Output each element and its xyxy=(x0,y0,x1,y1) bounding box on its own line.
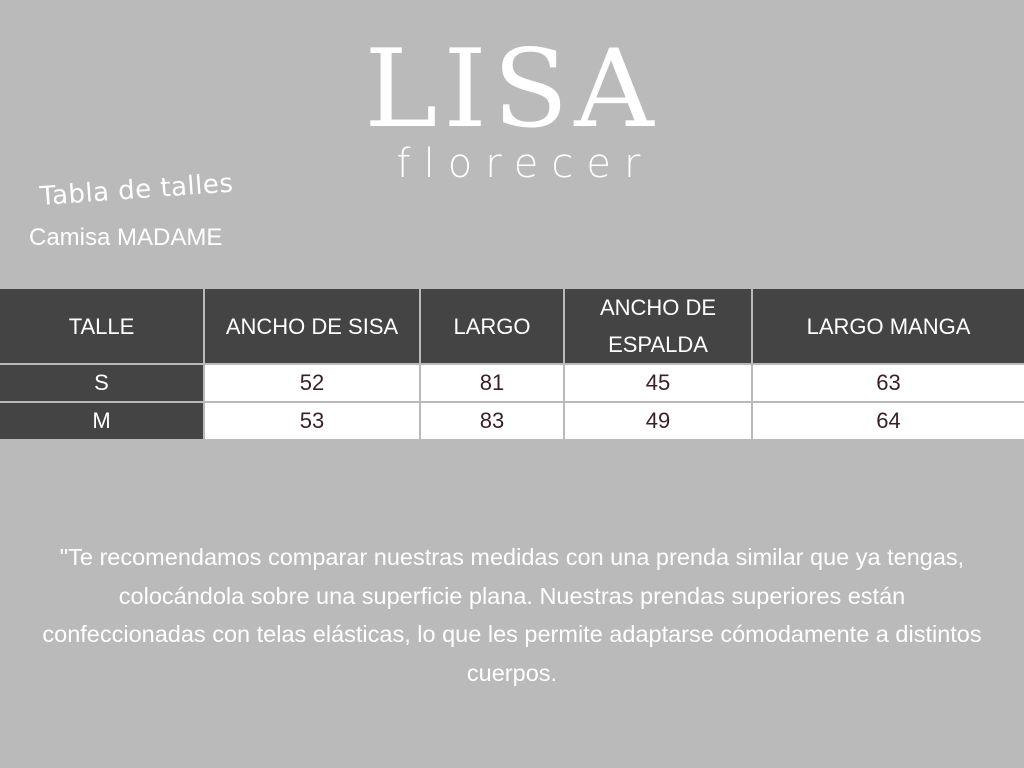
table-row xyxy=(0,402,1024,440)
size-label: S xyxy=(0,364,204,402)
table-row xyxy=(0,364,1024,402)
column-header-ancho-sisa: ANCHO DE SISA xyxy=(204,289,420,364)
largo-value: 83 xyxy=(420,402,564,440)
product-name: Camisa MADAME xyxy=(29,224,223,251)
table-header-row xyxy=(0,289,1024,364)
brand-logo xyxy=(0,0,1024,200)
column-header-talle: TALLE xyxy=(0,289,204,364)
size-table xyxy=(0,289,1024,441)
largo-manga-value: 63 xyxy=(752,364,1024,402)
measurement-recommendation-note: "Te recomendamos comparar nuestras medidas con una prenda similar que ya tengas, colocándola sobre una superficie plana. Nuestras prendas superiores están confeccionadas con telas elásticas, lo que les permite adaptarse cómodamente a distintos cuerpos. xyxy=(42,544,982,686)
ancho-espalda-value: 45 xyxy=(564,364,752,402)
ancho-sisa-value: 52 xyxy=(204,364,420,402)
column-header-ancho-espalda: ANCHO DE ESPALDA xyxy=(564,289,752,364)
size-label: M xyxy=(0,402,204,440)
column-header-largo-manga: LARGO MANGA xyxy=(752,289,1024,364)
logo-tagline: florecer xyxy=(396,141,654,187)
largo-manga-value: 64 xyxy=(752,402,1024,440)
logo-wordmark: LISA xyxy=(364,26,660,152)
column-header-largo: LARGO xyxy=(420,289,564,364)
ancho-espalda-value: 49 xyxy=(564,402,752,440)
size-chart-title: Tabla de talles xyxy=(38,168,235,212)
largo-value: 81 xyxy=(420,364,564,402)
ancho-sisa-value: 53 xyxy=(204,402,420,440)
